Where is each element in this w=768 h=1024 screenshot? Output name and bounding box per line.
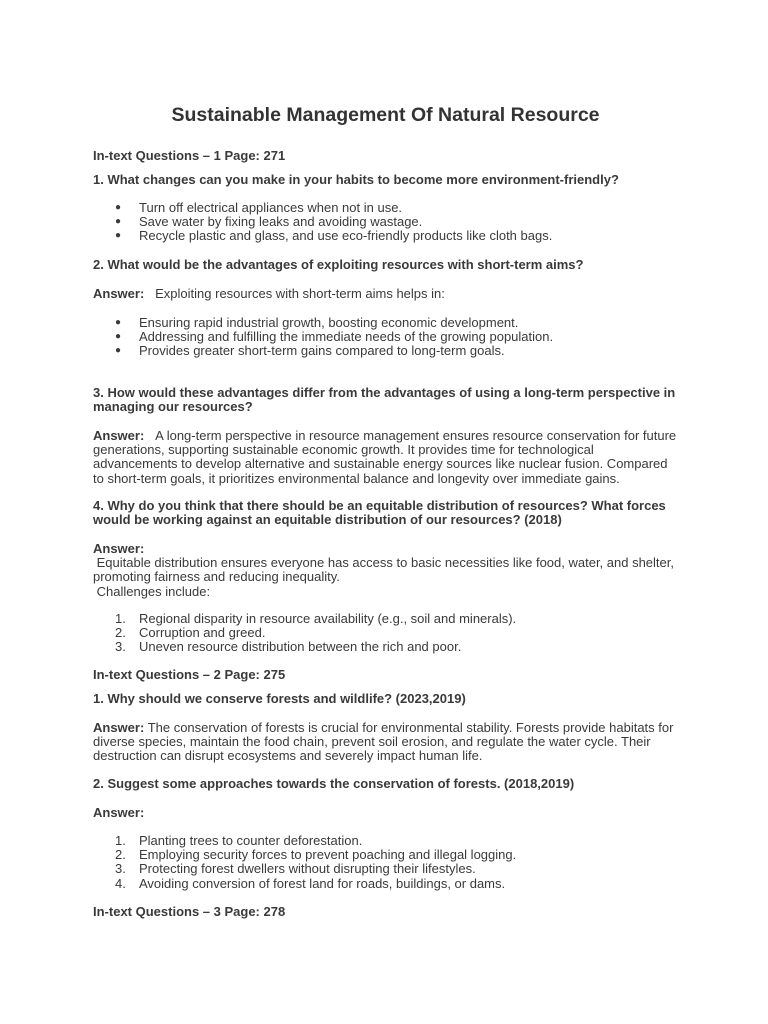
bullet-icon: ● (115, 317, 122, 328)
bullet-icon: ● (115, 216, 122, 228)
list-item: 4. Avoiding conversion of forest land for roads, buildings, or dams. (115, 875, 506, 891)
q2-bullet-list (93, 316, 678, 359)
answer-label: Answer: (93, 720, 145, 735)
bullet-icon: ● (115, 230, 122, 242)
question-1: 1. What changes can you make in your habits to become more environment-friendly? (93, 172, 619, 187)
list-item: 1. Planting trees to counter deforestation. (115, 833, 363, 848)
list-item: 2. Corruption and greed. (115, 625, 266, 641)
question-6: 2. Suggest some approaches towards the conservation of forests. (2018,2019) (93, 776, 575, 791)
list-item: ● Recycle plastic and glass, and use eco-friendly products like cloth bags. (115, 228, 553, 244)
list-item: 3. Uneven resource distribution between the rich and poor. (115, 639, 462, 655)
bullet-icon: ● (115, 202, 122, 213)
answer-3: Answer: A long-term perspective in resource management ensures resource conservation for future generations, supporting sustainable economic growth. It provides time for technological advancements to develop alternative and sustainable energy sources like nuclear fusion. Compared to short-term goals, it prioritizes environmental balance and longevity over immediate gains. (93, 428, 677, 486)
q1-bullet-list (93, 201, 678, 244)
answer-5: Answer: The conservation of forests is crucial for environmental stability. Forests provide habitats for diverse species, maintain the food chain, prevent soil erosion, and regulate the water cycle. Their destruction can disrupt ecosystems and severely impact human life. (93, 720, 674, 764)
list-item: 1. Regional disparity in resource availability (e.g., soil and minerals). (115, 611, 517, 626)
question-3: 3. How would these advantages differ from the advantages of using a long-term perspective in managing our resources? (93, 385, 676, 415)
page-title: Sustainable Management Of Natural Resource (171, 104, 600, 126)
list-item: ● Turn off electrical appliances when not in use. (115, 200, 403, 215)
list-item: ● Save water by fixing leaks and avoiding wastage. (115, 214, 423, 230)
bullet-icon: ● (115, 331, 122, 343)
answer-4: Answer: Equitable distribution ensures everyone has access to basic necessities like food, water, and shelter, promoting fairness and reducing inequality. Challenges include: (93, 542, 678, 599)
section-heading-3: In-text Questions – 3 Page: 278 (93, 904, 286, 919)
list-item: ● Ensuring rapid industrial growth, boosting economic development. (115, 315, 519, 330)
answer-2: Answer: Exploiting resources with short-term aims helps in: (93, 286, 445, 301)
section-heading-1: In-text Questions – 1 Page: 271 (93, 148, 286, 163)
answer-label: Answer: (93, 805, 145, 820)
list-item: ● Addressing and fulfilling the immediate needs of the growing population. (115, 329, 554, 345)
answer-label: Answer: (93, 428, 145, 443)
answer-label: Answer: (93, 286, 145, 301)
q6-numbered-list (93, 834, 678, 891)
list-item: ● Provides greater short-term gains compared to long-term goals. (115, 343, 505, 359)
question-5: 1. Why should we conserve forests and wildlife? (2023,2019) (93, 691, 466, 706)
bullet-icon: ● (115, 345, 122, 357)
answer-label: Answer: (93, 541, 145, 556)
section-heading-2: In-text Questions – 2 Page: 275 (93, 667, 286, 682)
question-2: 2. What would be the advantages of exploiting resources with short-term aims? (93, 257, 584, 272)
question-4: 4. Why do you think that there should be an equitable distribution of resources? What forces would be working against an equitable distribution of our resources? (2018) (93, 498, 666, 528)
q4-numbered-list (93, 612, 678, 655)
list-item: 3. Protecting forest dwellers without disrupting their lifestyles. (115, 861, 476, 877)
list-item: 2. Employing security forces to prevent poaching and illegal logging. (115, 847, 517, 863)
